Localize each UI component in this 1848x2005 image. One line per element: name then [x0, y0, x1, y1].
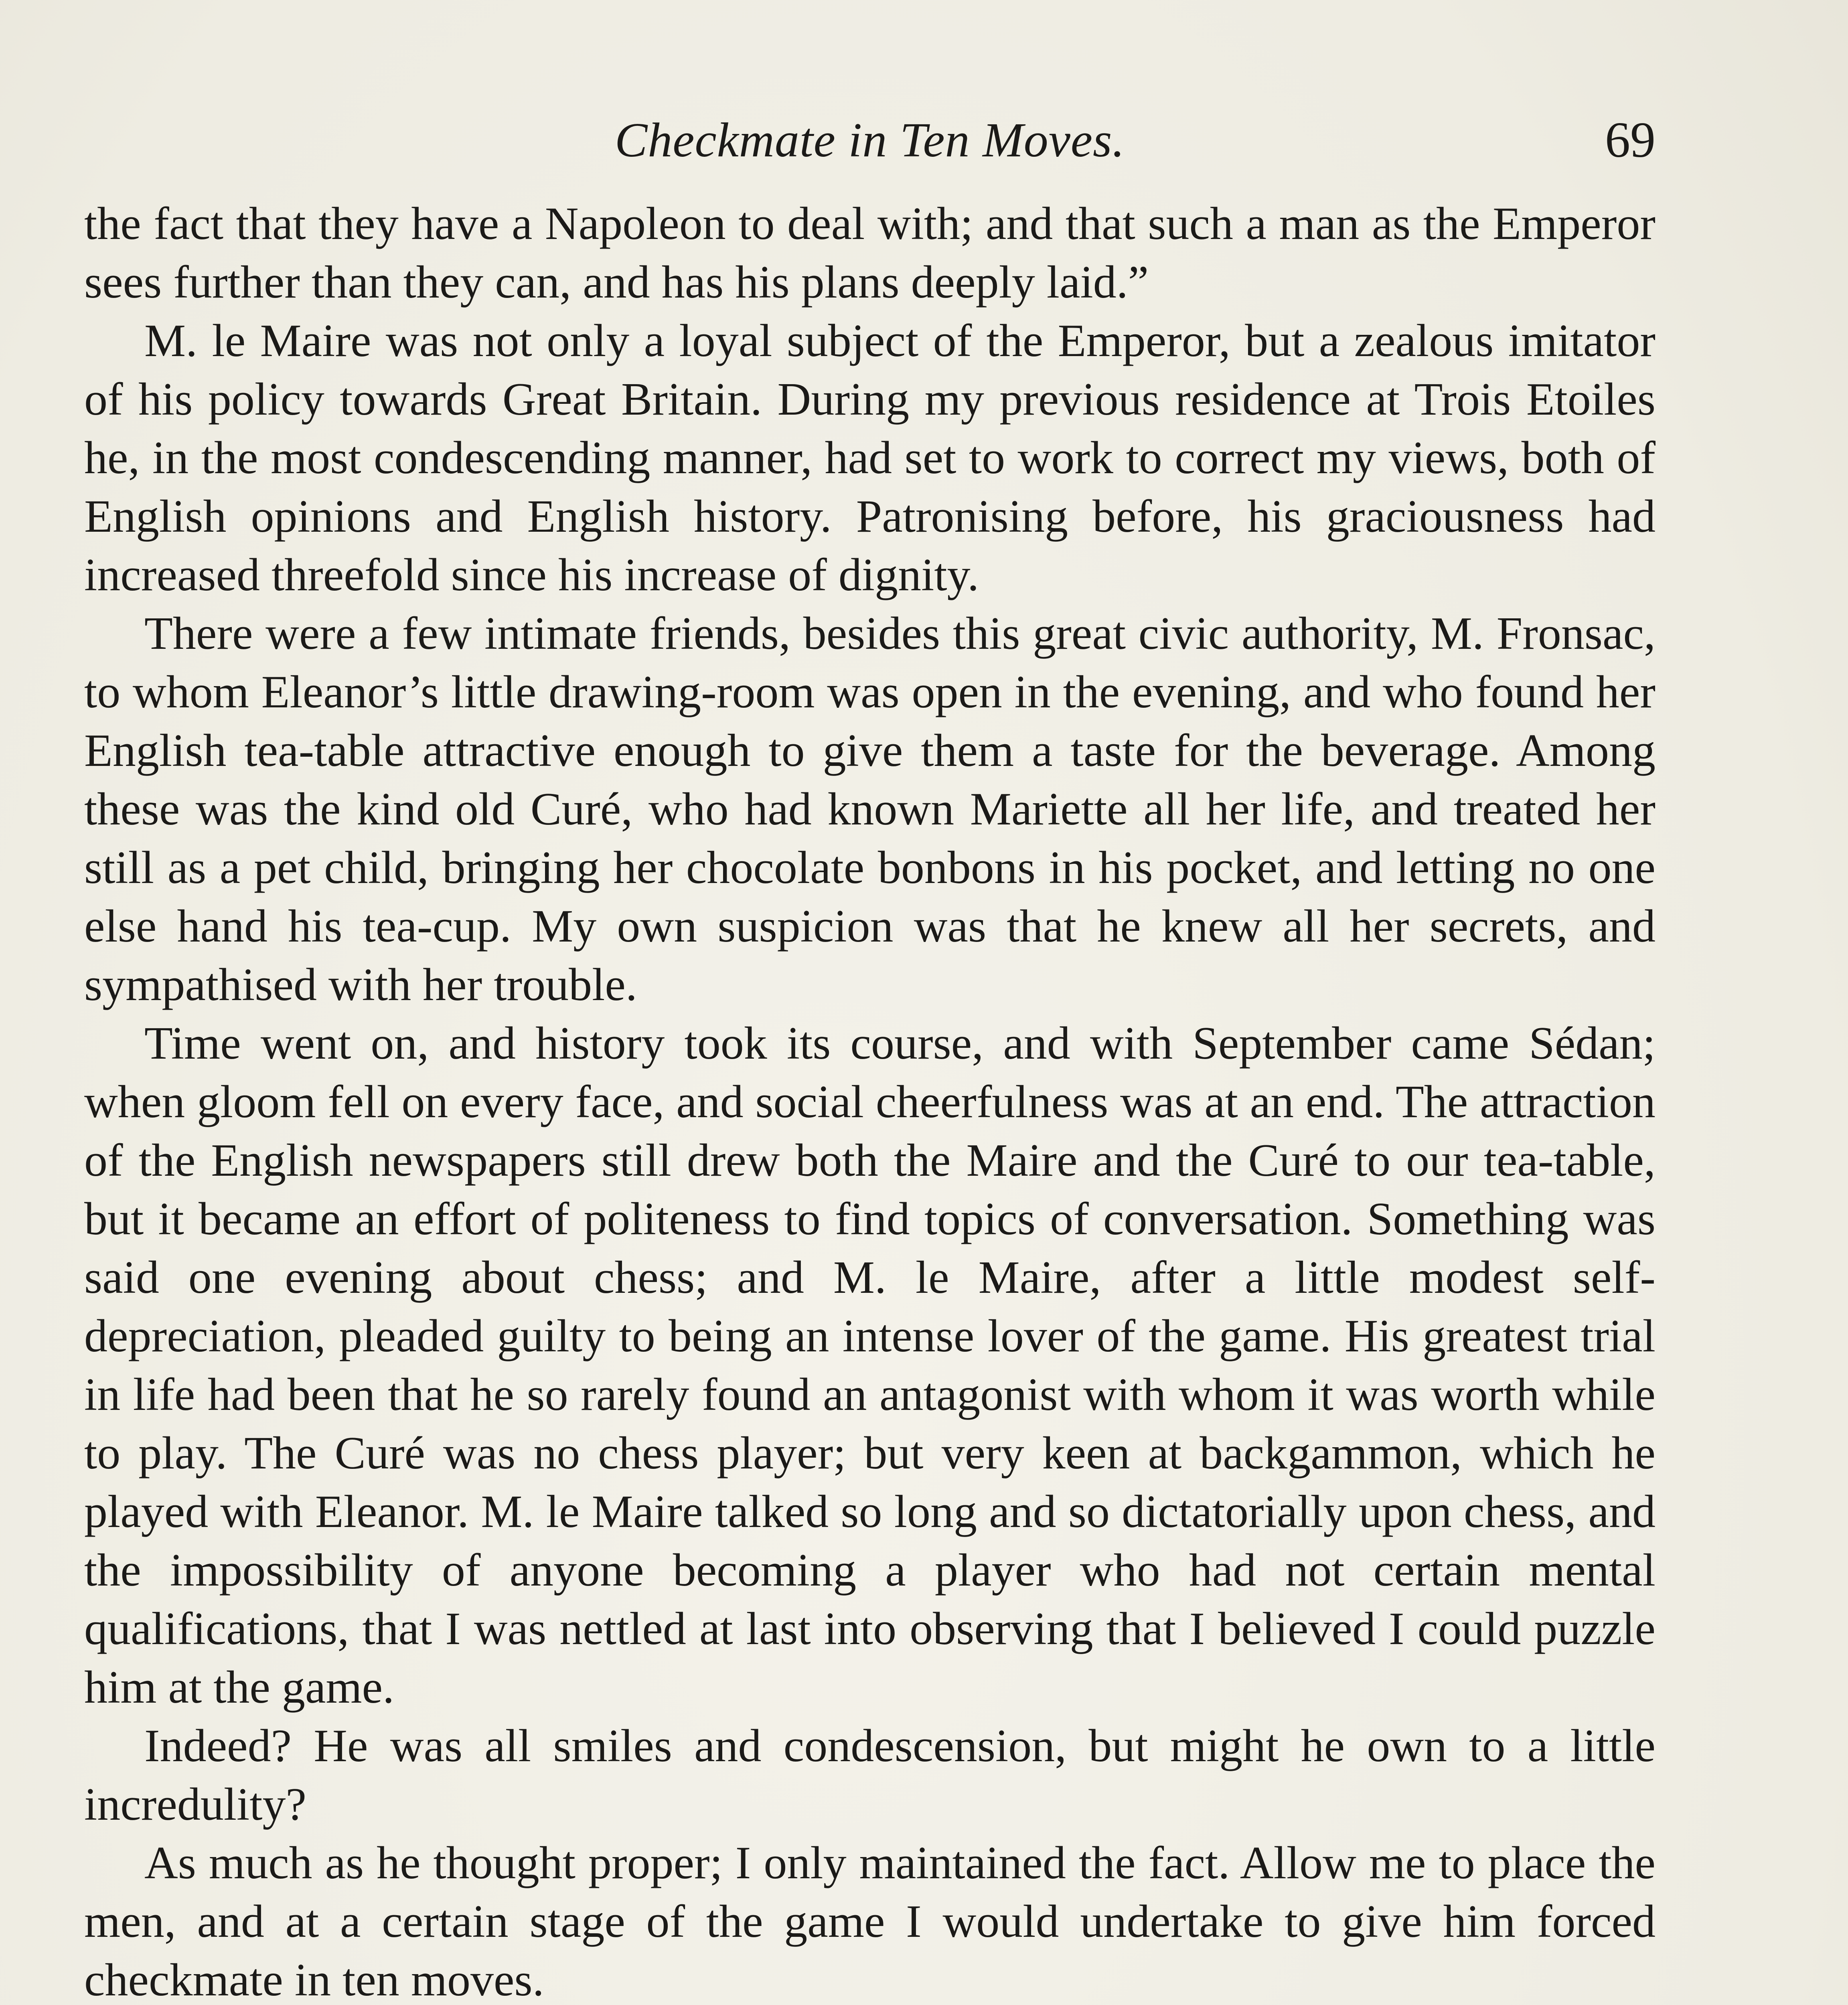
paragraph-4: Time went on, and history took its course, and with September came Sédan; when gloom fell on every face, and social cheerfulness was at an end. The attraction of the English newspapers still drew both the Maire and the Curé to our tea-table, but it became an effort of politeness to find topics of conversation. Something was said one evening about chess; and M. le Maire, after a little modest self-depreciation, pleaded guilty to being an intense lover of the game. His greatest trial in life had been that he so rarely found an antagonist with whom it was worth while to play. The Curé was no chess player; but very keen at backgammon, which he played with Eleanor. M. le Maire talked so long and so dictatorially upon chess, and the impossibility of anyone becoming a player who had not certain mental qualifications, that I was nettled at last into observing that I believed I could puzzle him at the game.	[84, 1018, 1656, 1713]
paragraph-1: the fact that they have a Napoleon to deal with; and that such a man as the Emperor sees further than they can, and has his plans deeply laid.”	[84, 198, 1656, 308]
body-text	[84, 194, 1656, 2005]
page-header	[84, 102, 1656, 178]
paragraph-6: As much as he thought proper; I only maintained the fact. Allow me to place the men, and at a certain stage of the game I would undertake to give him forced checkmate in ten moves.	[84, 1837, 1656, 2005]
running-title: Checkmate in Ten Moves.	[614, 113, 1125, 167]
paragraph-2: M. le Maire was not only a loyal subject of the Emperor, but a zealous imitator of his policy towards Great Britain. During my previous residence at Trois Etoiles he, in the most condescending manner, had set to work to correct my views, both of English opinions and English history. Patronising before, his graciousness had increased threefold since his increase of dignity.	[84, 315, 1656, 601]
paragraph-3: There were a few intimate friends, besides this great civic authority, M. Fronsac, to whom Eleanor’s little drawing-room was open in the evening, and who found her English tea-table attractive enough to give them a taste for the beverage. Among these was the kind old Curé, who had known Mariette all her life, and treated her still as a pet child, bringing her chocolate bonbons in his pocket, and letting no one else hand his tea-cup. My own suspicion was that he knew all her secrets, and sympathised with her trouble.	[84, 608, 1656, 1011]
paragraph-5: Indeed? He was all smiles and condescension, but might he own to a little incredulity?	[84, 1720, 1656, 1830]
page-number: 69	[1605, 112, 1656, 168]
